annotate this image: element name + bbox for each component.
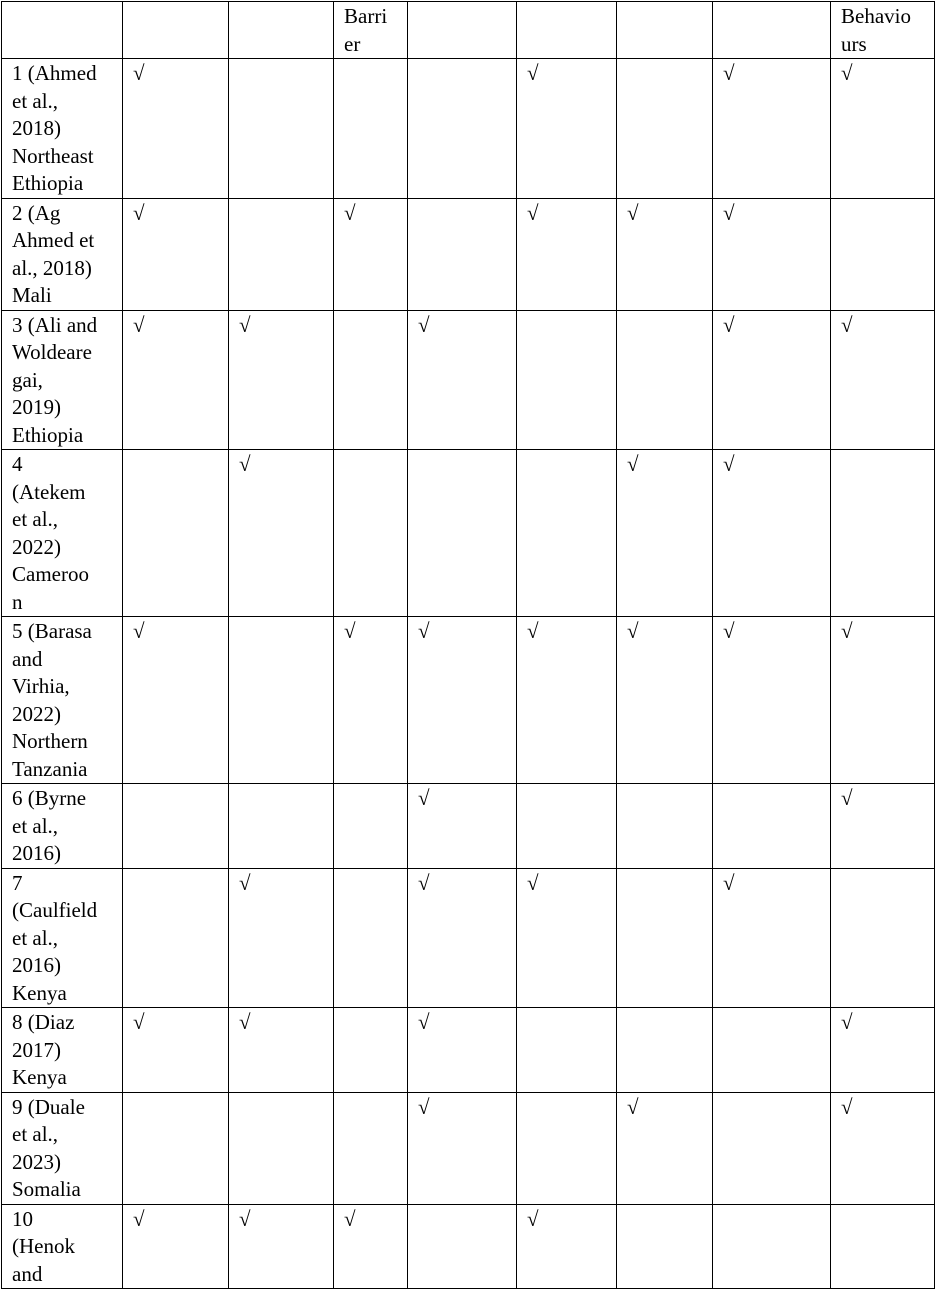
check-cell [617,450,713,617]
checkmark-icon: √ [344,200,356,225]
study-line: et al., [12,813,59,838]
checkmark-icon: √ [239,452,251,476]
header-cell: Barri er [334,2,408,59]
study-line: Ahmed et [12,228,95,252]
study-line: al., 2018) [12,255,92,280]
study-line: Virhia, [12,674,70,698]
checkmark-icon: √ [723,452,735,476]
study-line: 9 (Duale [12,1094,85,1119]
checkmark-icon: √ [627,619,639,643]
study-factor-table [1,1,935,1289]
study-line: 5 (Barasa [12,619,92,643]
check-cell [334,617,408,784]
checkmark-icon: √ [841,61,853,85]
check-cell [334,198,408,310]
header-cell [229,2,334,59]
header-cell: Behavio urs [831,2,935,59]
study-line: 8 (Diaz [12,1010,75,1034]
checkmark-icon: √ [344,619,356,643]
check-cell [617,1008,713,1093]
checkmark-icon: √ [133,1206,145,1231]
checkmark-icon: √ [239,312,251,337]
checkmark-icon: √ [723,619,735,643]
check-cell [713,784,831,869]
check-cell [831,450,935,617]
checkmark-icon: √ [841,312,853,337]
checkmark-icon: √ [723,200,735,225]
checkmark-icon: √ [133,312,145,337]
header-cell [408,2,517,59]
check-cell [229,784,334,869]
check-cell [408,310,517,450]
study-line: 3 (Ali and [12,312,98,337]
study-line: 10 [12,1206,33,1231]
table-row [2,868,935,1008]
study-line: (Caulfield [12,898,98,922]
check-cell [229,1008,334,1093]
check-cell [713,1204,831,1289]
study-line: et al., [12,507,59,531]
checkmark-icon: √ [841,619,853,643]
check-cell [713,617,831,784]
check-cell [334,59,408,199]
study-line: et al., [12,925,59,950]
study-cell [2,198,123,310]
check-cell [334,310,408,450]
checkmark-icon: √ [418,312,430,337]
header-cell [713,2,831,59]
check-cell [713,310,831,450]
study-line: 2023) [12,1149,61,1174]
study-line: 2018) [12,116,61,140]
checkmark-icon: √ [841,1010,853,1034]
checkmark-icon: √ [239,870,251,895]
check-cell [617,1092,713,1204]
checkmark-icon: √ [133,200,145,225]
study-cell [2,1204,123,1289]
table-row [2,59,935,199]
check-cell [408,1204,517,1289]
check-cell [617,59,713,199]
check-cell [831,59,935,199]
check-cell [123,1092,229,1204]
check-cell [831,617,935,784]
header-cell [517,2,617,59]
check-cell [408,1008,517,1093]
study-cell [2,59,123,199]
study-line: 4 [12,452,23,476]
check-cell [517,868,617,1008]
check-cell [517,1204,617,1289]
check-cell [123,310,229,450]
check-cell [408,617,517,784]
study-line: et al., [12,1122,59,1146]
check-cell [617,310,713,450]
checkmark-icon: √ [418,1094,430,1119]
table-row [2,310,935,450]
study-cell [2,450,123,617]
study-cell [2,1008,123,1093]
check-cell [517,784,617,869]
study-line: 7 [12,870,23,895]
checkmark-icon: √ [527,61,539,85]
study-line: 1 (Ahmed [12,61,97,85]
study-line: Northeast [12,143,94,168]
check-cell [713,868,831,1008]
study-line: Cameroo [12,562,89,586]
check-cell [334,1008,408,1093]
check-cell [229,450,334,617]
table-row [2,198,935,310]
header-cell [123,2,229,59]
check-cell [229,1204,334,1289]
check-cell [123,1204,229,1289]
study-cell [2,1092,123,1204]
check-cell [517,198,617,310]
table-row [2,1092,935,1204]
checkmark-icon: √ [841,1094,853,1119]
checkmark-icon: √ [527,200,539,225]
checkmark-icon: √ [723,870,735,895]
study-line: Mali [12,283,52,307]
study-line: 2016) [12,953,61,977]
check-cell [831,1204,935,1289]
check-cell [123,198,229,310]
check-cell [517,1008,617,1093]
study-line: 2019) [12,395,61,419]
check-cell [408,59,517,199]
study-cell [2,784,123,869]
check-cell [408,450,517,617]
study-line: (Atekem [12,479,86,504]
check-cell [617,784,713,869]
checkmark-icon: √ [344,1206,356,1231]
check-cell [123,784,229,869]
header-row [2,2,935,59]
table-row [2,784,935,869]
check-cell [123,617,229,784]
checkmark-icon: √ [239,1206,251,1231]
study-cell [2,617,123,784]
checkmark-icon: √ [418,786,430,810]
check-cell [831,1092,935,1204]
check-cell [123,450,229,617]
check-cell [517,1092,617,1204]
study-line: Northern [12,729,88,753]
checkmark-icon: √ [133,619,145,643]
check-cell [831,784,935,869]
study-line: and [12,1261,43,1286]
check-cell [713,59,831,199]
check-cell [229,1092,334,1204]
checkmark-icon: √ [627,452,639,476]
study-line: Woldeare [12,340,92,364]
check-cell [831,1008,935,1093]
check-cell [617,868,713,1008]
checkmark-icon: √ [418,870,430,895]
checkmark-icon: √ [723,312,735,337]
header-cell [617,2,713,59]
check-cell [517,310,617,450]
study-cell [2,310,123,450]
check-cell [408,784,517,869]
check-cell [229,310,334,450]
check-cell [517,617,617,784]
study-line: Ethiopia [12,422,84,447]
check-cell [831,868,935,1008]
study-line: n [12,589,23,614]
header-cell [2,2,123,59]
checkmark-icon: √ [133,1010,145,1034]
study-line: et al., [12,88,59,113]
check-cell [617,198,713,310]
check-cell [617,617,713,784]
check-cell [229,198,334,310]
checkmark-icon: √ [527,1206,539,1231]
table-row [2,617,935,784]
check-cell [229,59,334,199]
check-cell [334,1092,408,1204]
check-cell [334,450,408,617]
check-cell [123,868,229,1008]
checkmark-icon: √ [723,61,735,85]
check-cell [713,198,831,310]
check-cell [713,450,831,617]
study-line: 2022) [12,701,61,726]
check-cell [713,1008,831,1093]
checkmark-icon: √ [239,1010,251,1034]
check-cell [517,59,617,199]
check-cell [831,310,935,450]
check-cell [334,784,408,869]
study-line: Ethiopia [12,171,84,195]
check-cell [408,198,517,310]
check-cell [517,450,617,617]
checkmark-icon: √ [418,619,430,643]
check-cell [617,1204,713,1289]
check-cell [831,198,935,310]
study-line: (Henok [12,1234,75,1258]
check-cell [229,617,334,784]
check-cell [408,868,517,1008]
table-row [2,450,935,617]
checkmark-icon: √ [841,786,853,810]
study-line: Kenya [12,980,67,1005]
check-cell [229,868,334,1008]
checkmark-icon: √ [133,61,145,85]
study-line: 6 (Byrne [12,786,87,810]
study-line: and [12,646,43,671]
table-row [2,1008,935,1093]
checkmark-icon: √ [527,870,539,895]
study-line: Tanzania [12,756,88,781]
study-line: 2017) [12,1037,61,1062]
checkmark-icon: √ [418,1010,430,1034]
checkmark-icon: √ [527,619,539,643]
study-line: 2022) [12,534,61,559]
check-cell [334,1204,408,1289]
checkmark-icon: √ [627,1094,639,1119]
study-line: 2 (Ag [12,200,61,225]
study-line: gai, [12,367,43,392]
check-cell [123,1008,229,1093]
check-cell [334,868,408,1008]
check-cell [123,59,229,199]
check-cell [713,1092,831,1204]
study-line: Somalia [12,1177,81,1201]
checkmark-icon: √ [627,200,639,225]
table-row [2,1204,935,1289]
study-line: Kenya [12,1065,67,1089]
study-line: 2016) [12,841,61,865]
study-cell [2,868,123,1008]
check-cell [408,1092,517,1204]
